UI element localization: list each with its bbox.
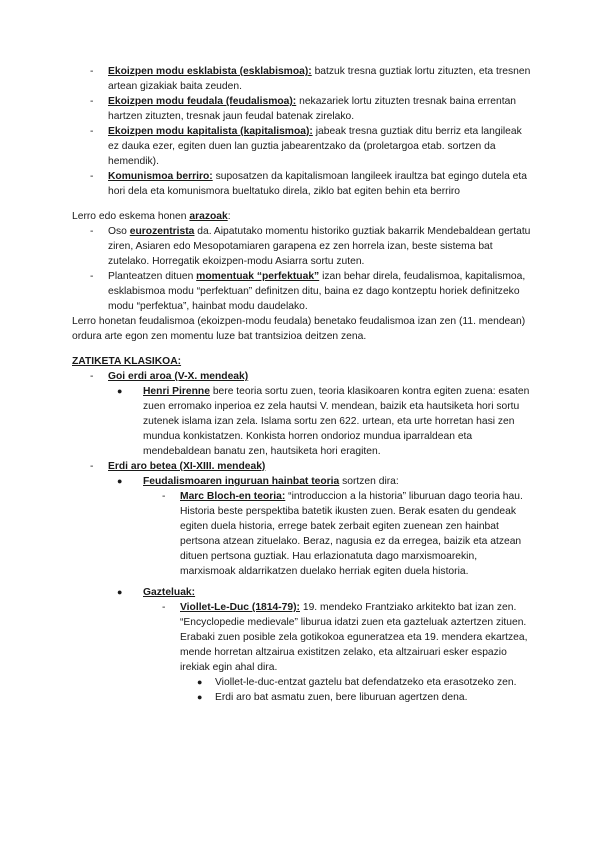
list-item: [0, 585, 600, 600]
bullet-marker: ●: [117, 476, 123, 486]
dash-marker: -: [90, 226, 94, 237]
term: arazoak: [189, 211, 228, 222]
term: Henri Pirenne: [143, 386, 210, 397]
list-item: [0, 384, 600, 459]
list-item: [0, 224, 600, 269]
item-text: Viollet-le-duc-entzat gaztelu bat defendatzeko eta erasotzeko zen.: [215, 677, 517, 688]
dash-marker: -: [162, 491, 166, 502]
list-item: [0, 690, 600, 705]
item-text: da. Aipatutako momentu historiko guztiak bakarrik Mendebaldean gertatu ziren, Asiaren edo Mesopotamiaren garapena ez zen horrela izan, beste sistema bat zutelako. Horregatik ekoizpen-modu Asiarra sortu zuten.: [108, 226, 531, 267]
intro-text: Lerro edo eskema honen: [72, 211, 190, 222]
term: Marc Bloch-en teoria:: [180, 491, 286, 502]
period-title: Goi erdi aroa (V-X. mendeak): [108, 371, 249, 382]
item-text: batzuk tresna guztiak lortu zituzten, eta tresnen artean gizakiak baita zeuden.: [108, 66, 531, 92]
list-item: [0, 489, 600, 579]
list-item: [0, 94, 600, 124]
section-heading: ZATIKETA KLASIKOA:: [72, 356, 182, 367]
term: Viollet-Le-Duc (1814-79):: [180, 602, 300, 613]
list-item: [0, 675, 600, 690]
item-text: nekazariek lortu zituzten tresnak baina errentan hartzen zituzten, tresnak jaun feudal batenak zirelako.: [108, 96, 517, 122]
dash-marker: -: [90, 171, 94, 182]
term: Gazteluak:: [143, 587, 196, 598]
list-item: [0, 474, 600, 489]
term: Komunismoa berriro:: [108, 171, 213, 182]
dash-marker: -: [90, 371, 94, 382]
document-page: [0, 64, 600, 705]
term: Ekoizpen modu kapitalista (kapitalismoa):: [108, 126, 313, 137]
list-item: [0, 459, 600, 474]
list-item: [0, 124, 600, 169]
intro-colon: :: [227, 211, 231, 222]
item-text: Planteatzen dituen: [108, 271, 197, 282]
item-text: bere teoria sortu zuen, teoria klasikoaren kontra egiten zuena: esaten zuen erromako inperioa ez zela hautsi V. mendean, baizik eta hautsiketa hori sortu zutenek islama izan zela. Islama sortu zen 622. urtean, eta urte horretan hasi zen mundua konkistatzen. Konkista horren ondorioz mundua iparraldean eta mendebaldean banatu zen, hautsiketa hori eragiten.: [143, 386, 530, 457]
item-text: sortzen dira:: [339, 476, 399, 487]
period-title: Erdi aro betea (XI-XIII. mendeak): [108, 461, 266, 472]
item-text: izan behar direla, feudalismoa, kapitalismoa, esklabismoa modu “perfektuan” definitzen ditu, baina ez dago kontzeptu horiek definitzeko modu “perfektua”, hainbat modu daudelako.: [108, 271, 526, 312]
bullet-marker: ●: [197, 692, 203, 702]
bullet-marker: ●: [197, 677, 203, 687]
dash-marker: -: [162, 602, 166, 613]
dash-marker: -: [90, 461, 94, 472]
list-item: [0, 169, 600, 199]
item-text: suposatzen da kapitalismoan langileek iraultza bat egingo dutela eta hori dela eta komunismora bueltatuko direla, ziklo bat egiten behin eta berriro: [108, 171, 527, 197]
problems-intro: [72, 209, 542, 224]
list-item: [0, 369, 600, 384]
item-text: “introduccion a la historia” liburuan dago teoria hau. Historia beste perspektiba batetik ikusten zuen. Berak esaten du gendeak egiten duela historia, errege batek zerbait egiten zuenean zen hainbat pertsona atzean zituelako. Beraz, nagusia ez da erregea, baizik eta atzean dituen pertsona guztiak. Hau erlazionatuta dago marxismoarekin, marxismoak aldarrikatzen duelako herriak egiten duela historia.: [180, 491, 523, 577]
dash-marker: -: [90, 66, 94, 77]
bullet-marker: ●: [117, 587, 123, 597]
dash-marker: -: [90, 126, 94, 137]
list-item: [0, 64, 600, 94]
term: momentuak “perfektuak”: [196, 271, 320, 282]
bullet-marker: ●: [117, 386, 123, 396]
term: Ekoizpen modu esklabista (esklabismoa):: [108, 66, 312, 77]
list-item: [0, 269, 600, 314]
term: eurozentrista: [129, 226, 195, 237]
item-text: Erdi aro bat asmatu zuen, bere liburuan agertzen dena.: [215, 692, 468, 703]
item-text: jabeak tresna guztiak ditu berriz eta langileak ez dauka ezer, egiten duen lan guztia jabearentzako da (proletargoa etab. sortzen da hemendik).: [108, 126, 522, 167]
dash-marker: -: [90, 271, 94, 282]
term: Feudalismoaren inguruan hainbat teoria: [143, 476, 340, 487]
item-text: 19. mendeko Frantziako arkitekto bat izan zen. “Encyclopedie medievale” liburua idatzi zuen eta gazteluak aztertzen zituen. Erabaki zuen posible zela gotikokoa eguneratzea eta 19. mendera ekartzea, mende horretan altzairua existitzen zelako, eta altzairuari esker espazio irekiak egin ahal dira.: [180, 602, 528, 673]
item-text: Oso: [108, 226, 130, 237]
term: Ekoizpen modu feudala (feudalismoa):: [108, 96, 297, 107]
closing-paragraph: Lerro honetan feudalismoa (ekoizpen-modu feudala) benetako feudalismoa izan zen (11. mendean) ordura arte egon zen momentu luze bat trantsizioa deitzen zena.: [72, 316, 526, 342]
list-item: [0, 600, 600, 675]
dash-marker: -: [90, 96, 94, 107]
